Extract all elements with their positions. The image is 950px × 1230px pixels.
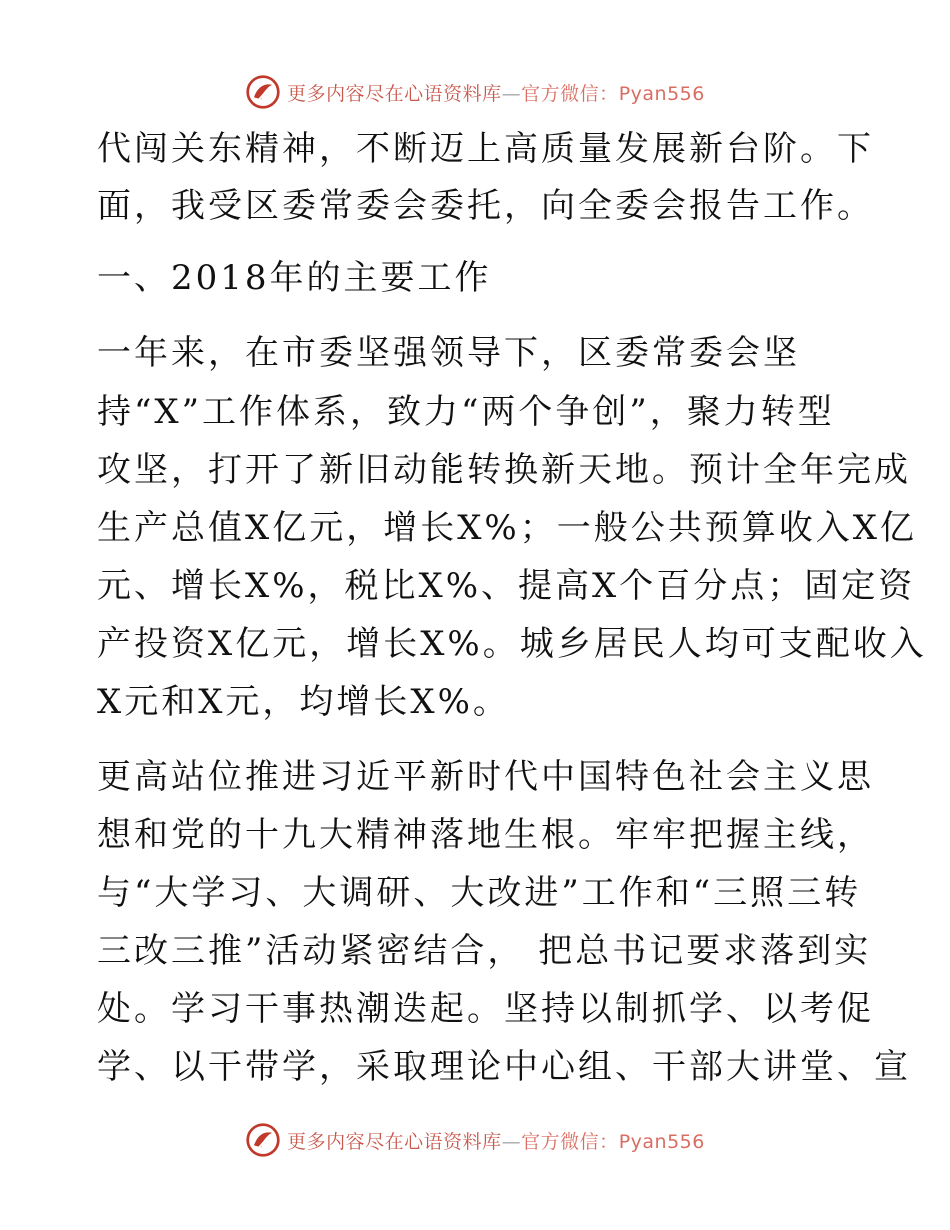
watermark-text bbox=[287, 1127, 705, 1154]
text-line: X元和X元，均增长X%。 bbox=[97, 682, 510, 722]
section-heading: 一、2018年的主要工作 bbox=[97, 258, 492, 298]
watermark-text bbox=[287, 79, 705, 106]
text-line: 持“X”工作体系，致力“两个争创”，聚力转型 bbox=[97, 392, 835, 432]
text-line: 想和党的十九大精神落地生根。牢牢把握主线， bbox=[97, 815, 874, 855]
text-line: 处。学习干事热潮迭起。坚持以制抓学、以考促 bbox=[97, 989, 874, 1029]
watermark-site-text: 更多内容尽在心语资料库 bbox=[287, 82, 502, 105]
text-line: 一年来，在市委坚强领导下，区委常委会坚 bbox=[97, 333, 800, 373]
watermark-wechat-id: Pyan556 bbox=[618, 82, 705, 105]
watermark-wechat-text: 官方微信： bbox=[521, 1130, 619, 1153]
text-line: 学、以干带学，采取理论中心组、干部大讲堂、宣 bbox=[97, 1047, 911, 1087]
header-watermark bbox=[0, 70, 950, 114]
text-line: 元、增长X%，税比X%、提高X个百分点；固定资 bbox=[97, 566, 916, 606]
seal-logo-icon bbox=[245, 74, 281, 110]
footer-watermark bbox=[0, 1118, 950, 1162]
watermark-separator: — bbox=[501, 1130, 522, 1153]
watermark-site-text: 更多内容尽在心语资料库 bbox=[287, 1130, 502, 1153]
text-line: 代闯关东精神，不断迈上高质量发展新台阶。下 bbox=[97, 129, 874, 169]
text-line: 更高站位推进习近平新时代中国特色社会主义思 bbox=[97, 757, 874, 797]
watermark-separator: — bbox=[501, 82, 522, 105]
text-line: 产投资X亿元，增长X%。城乡居民人均可支配收入 bbox=[97, 624, 927, 664]
text-line: 面，我受区委常委会委托，向全委会报告工作。 bbox=[97, 186, 874, 226]
text-line: 三改三推”活动紧密结合， 把总书记要求落到实 bbox=[97, 931, 872, 971]
watermark-wechat-text: 官方微信： bbox=[521, 82, 619, 105]
text-line: 生产总值X亿元，增长X%；一般公共预算收入X亿 bbox=[97, 508, 917, 548]
seal-logo-icon bbox=[245, 1122, 281, 1158]
text-line: 与“大学习、大调研、大改进”工作和“三照三转 bbox=[97, 873, 862, 913]
text-line: 攻坚，打开了新旧动能转换新天地。预计全年完成 bbox=[97, 450, 911, 490]
watermark-wechat-id: Pyan556 bbox=[618, 1130, 705, 1153]
